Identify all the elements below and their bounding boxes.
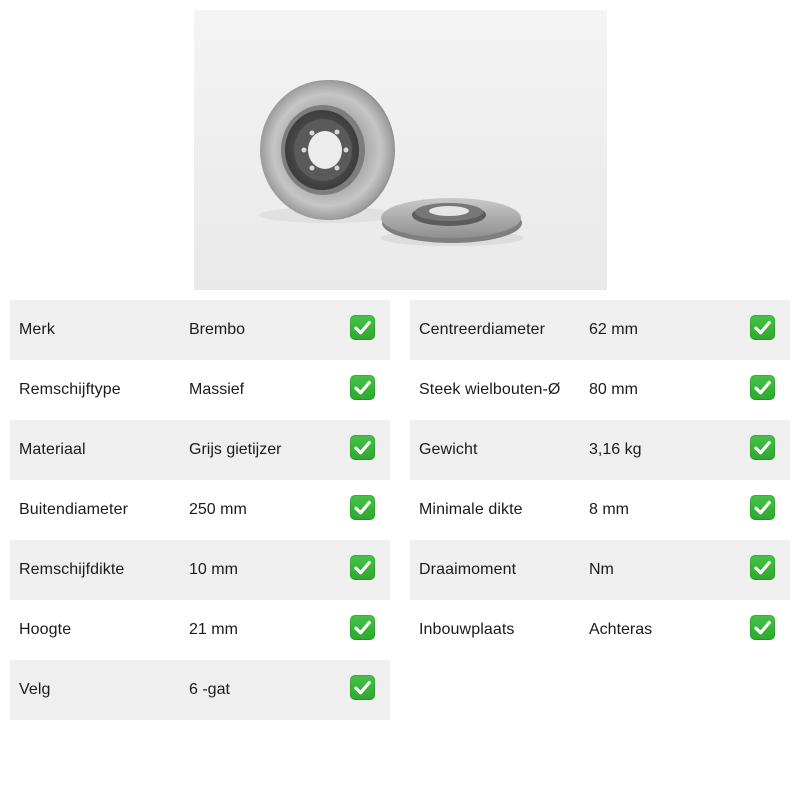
spec-row-centreerdiameter xyxy=(410,300,790,360)
spec-label: Steek wielbouten-Ø xyxy=(419,381,561,398)
spec-row-remschijfdikte xyxy=(10,540,390,600)
spec-row-hoogte xyxy=(10,600,390,660)
check-icon xyxy=(750,555,775,580)
spec-value: 250 mm xyxy=(189,501,247,518)
spec-value: 6 -gat xyxy=(189,681,230,698)
spec-label: Remschijftype xyxy=(19,381,121,398)
spec-row-buitendiameter xyxy=(10,480,390,540)
check-icon xyxy=(350,495,375,520)
spec-label: Inbouwplaats xyxy=(419,621,515,638)
specs-table-left xyxy=(10,300,390,720)
spec-label: Hoogte xyxy=(19,621,72,638)
check-icon xyxy=(350,375,375,400)
spec-label: Materiaal xyxy=(19,441,86,458)
spec-row-velg xyxy=(10,660,390,720)
spec-label: Minimale dikte xyxy=(419,501,523,518)
spec-value: 62 mm xyxy=(589,321,638,338)
spec-value: 21 mm xyxy=(189,621,238,638)
spec-row-remschijftype xyxy=(10,360,390,420)
spec-value: Nm xyxy=(589,561,614,578)
spec-label: Buitendiameter xyxy=(19,501,129,518)
spec-row-draaimoment xyxy=(410,540,790,600)
check-icon xyxy=(350,555,375,580)
spec-row-minimale-dikte xyxy=(410,480,790,540)
spec-value: 8 mm xyxy=(589,501,629,518)
check-icon xyxy=(350,435,375,460)
spec-row-gewicht xyxy=(410,420,790,480)
spec-label: Centreerdiameter xyxy=(419,321,546,338)
check-icon xyxy=(350,615,375,640)
specs-table-right xyxy=(410,300,790,660)
check-icon xyxy=(750,435,775,460)
check-icon xyxy=(750,615,775,640)
spec-label: Draaimoment xyxy=(419,561,517,578)
spec-label: Gewicht xyxy=(419,441,478,458)
spec-row-steek-wielbouten xyxy=(410,360,790,420)
check-icon xyxy=(350,675,375,700)
spec-value: 3,16 kg xyxy=(589,441,642,458)
brake-disc-illustration xyxy=(194,10,607,290)
check-icon xyxy=(350,315,375,340)
check-icon xyxy=(750,315,775,340)
product-image xyxy=(194,10,607,290)
spec-row-merk xyxy=(10,300,390,360)
spec-row-inbouwplaats xyxy=(410,600,790,660)
spec-label: Velg xyxy=(19,681,51,698)
spec-value: Brembo xyxy=(189,321,246,338)
check-icon xyxy=(750,375,775,400)
spec-value: Massief xyxy=(189,381,245,398)
spec-row-materiaal xyxy=(10,420,390,480)
spec-value: Grijs gietijzer xyxy=(189,441,282,458)
spec-value: 10 mm xyxy=(189,561,238,578)
spec-label: Remschijfdikte xyxy=(19,561,125,578)
spec-label: Merk xyxy=(19,321,55,338)
spec-value: Achteras xyxy=(589,621,653,638)
check-icon xyxy=(750,495,775,520)
spec-value: 80 mm xyxy=(589,381,638,398)
